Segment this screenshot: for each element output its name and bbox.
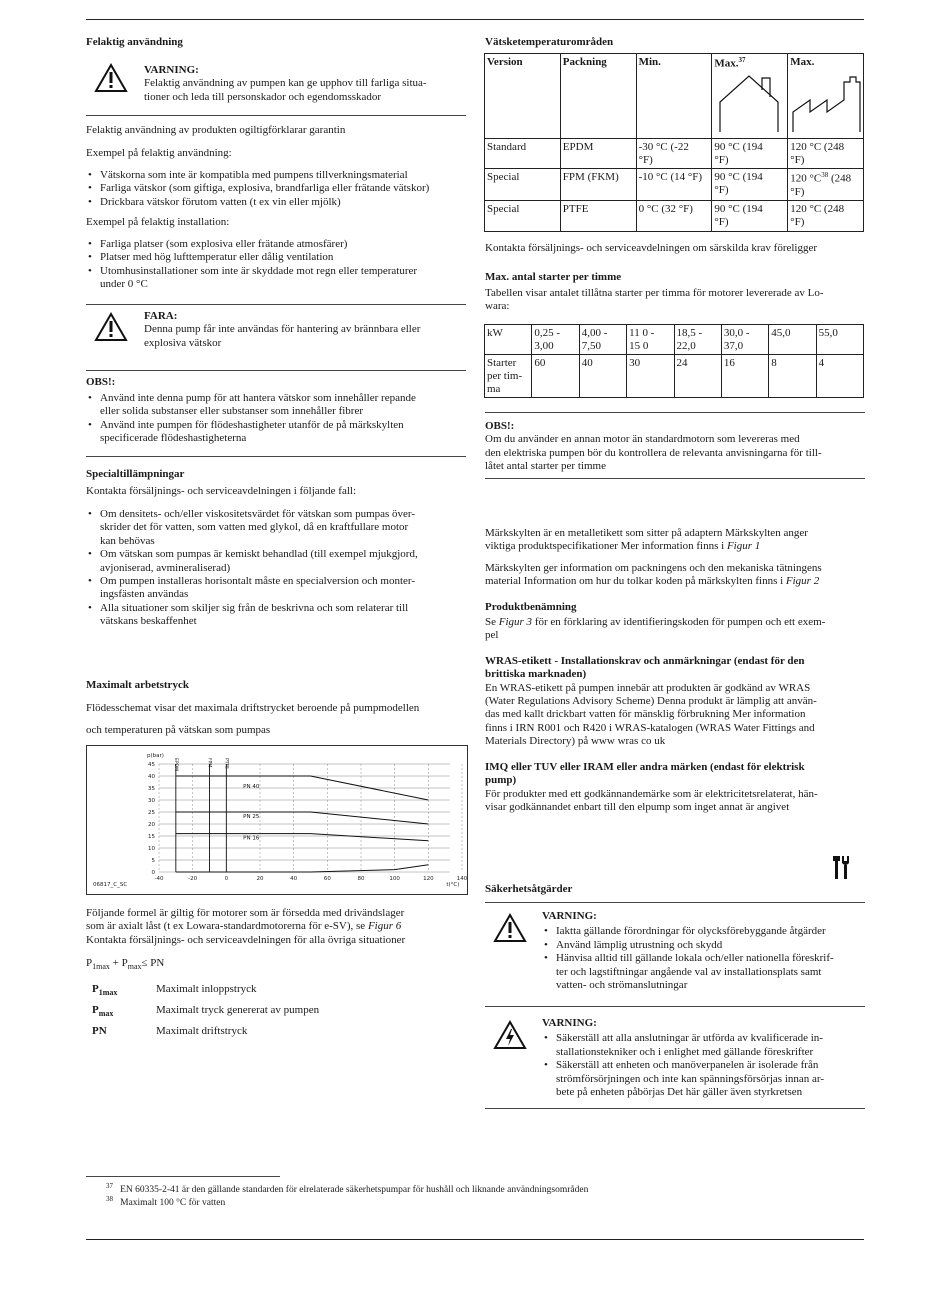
x-tick-label: 60 <box>323 876 331 882</box>
paragraph: Felaktig användning av produkten ogiltigförklarar garantin <box>86 124 346 136</box>
list-item: • Alla situationer som skiljer sig från de beskrivna och som relaterar till vätskans beskaffenhet <box>86 602 466 629</box>
left-column <box>86 36 466 736</box>
series-line <box>176 865 429 872</box>
table-row: Starter per tim- ma 60 40 30 24 16 8 4 <box>485 355 864 398</box>
y-tick-label: 35 <box>148 786 155 792</box>
x-tick-label: 40 <box>290 876 298 882</box>
list-item: • Om pumpen installeras horisontalt måste en specialversion och monter- ingsfästen användas <box>86 575 466 602</box>
warning-icon <box>493 913 527 943</box>
table-header: Packning <box>560 54 636 139</box>
list-item: • Utomhusinstallationer som inte är skyddade mot regn eller temperaturer under 0 °C <box>86 265 466 292</box>
x-tick-label: -20 <box>188 876 198 882</box>
obs-right: OBS!: Om du använder en annan motor än standardmotorn som levereras med den elektriska pumpen bör du kontrollera de relevanta anvisningarna för till- låtet antal starter per timme <box>485 420 865 474</box>
x-tick-label: 100 <box>389 876 400 882</box>
x-tick-label: 140 <box>456 876 467 882</box>
formula: $P_{1max} + P_{max}\le$ PN <box>86 957 165 972</box>
danger-icon <box>94 312 128 342</box>
figure-code: 06817_C_SC <box>93 882 128 888</box>
footnote: $^{38}$ Maximalt 100 °C för vatten <box>106 1195 226 1209</box>
list-item: • Vätskorna som inte är kompatibla med pumpens tillverkningsmaterial <box>86 169 466 182</box>
divider <box>485 412 865 413</box>
section-heading: Säkerhetsåtgärder <box>485 883 573 895</box>
y-axis-label: p(bar) <box>147 753 164 759</box>
list-item: • Farliga platser (som explosiva eller frätande atmosfärer) <box>86 238 466 251</box>
paragraph: Kontakta försäljnings- och serviceavdelningen för alla övriga situationer <box>86 933 406 946</box>
material-label: PTFE <box>223 758 229 769</box>
divider <box>485 1108 865 1109</box>
paragraph: som är axialt låst (t ex Lowara-standardmotorerna för e-SV), se Figur 6 <box>86 920 402 933</box>
list-item: • Använd inte denna pump för att hantera vätskor som innehåller repande eller solida substanser eller substanser som innehåller fibrer <box>86 392 466 419</box>
bottom-rule <box>86 1239 864 1240</box>
list-item: • Drickbara vätskor förutom vatten (t ex vin eller mjölk) <box>86 196 466 209</box>
divider <box>86 456 466 457</box>
y-tick-label: 20 <box>148 822 155 828</box>
table-header: Max. <box>788 54 864 139</box>
pressure-chart-svg <box>87 746 467 894</box>
x-tick-label: 80 <box>357 876 365 882</box>
obs-list <box>86 392 466 446</box>
section-heading: IMQ eller TUV eller IRAM eller andra märken (endast för elektrisk <box>485 760 805 773</box>
right-text-2: Märkskylten är en metalletikett som sitter på adaptern Märkskylten anger viktiga produktspecifikationer Mer information finns i Figur 1 Märkskylten ger information om packningens och den mekaniska tätningens material Information om hur du tolkar koden på märkskylten finns i Figur 2 Produktbenämning Se Figur 3 för en förklaring av identifieringskoden för pumpen och ett exem- pel WRAS-etikett - Installationskrav och anmärkningar (endast för den brittiska marknaden) En WRAS-etikett på pumpen innebär att produkten är godkänd av WRAS (Water Regulations Advisory Scheme) Denna produkt är lämplig att använ- das med kallt drickbart vatten för mänsklig förbrukning Mer information finns i IRN R001 och R420 i WRAS-katalogen (WRAS Water Fittings and Materials Directory) på www wras co uk IMQ eller TUV eller IRAM eller andra märken (endast för elektrisk pump) För produkter med ett godkännandemärke som är elektricitetsrelaterat, hän- visar godkännandet enbart till den elpump som inget annat är angivet <box>485 527 865 814</box>
legend-row: $P_{1max}$ Maximalt inloppstryck <box>92 983 257 998</box>
section-heading: Felaktig användning <box>86 36 183 48</box>
danger-text-2: explosiva vätskor <box>144 336 222 349</box>
table-row: Special FPM (FKM) -10 °C (14 °F) 90 °C (194 °F) 120 $^\circ C^{38}$ (248 °F) <box>485 169 864 201</box>
formula-section <box>86 907 466 972</box>
warning-text-1: Felaktig användning av pumpen kan ge upphov till farliga situa- <box>144 77 427 90</box>
warning-box: VARNING: • Iaktta gällande förordningar för olycksförebyggande åtgärder • Använd lämplig utrustning och skydd • Hänvisa alltid till gällande lokala och/eller nationella föreskrif- ter och lagstiftningar angående val av installationsplats samt vatten- och strömanslutningar <box>542 910 864 992</box>
right-column <box>485 36 865 49</box>
danger-title: FARA: <box>144 310 178 322</box>
bullet-list <box>86 238 466 292</box>
paragraph: Kontakta försäljnings- och serviceavdelningen om särskilda krav föreligger <box>485 242 818 254</box>
y-tick-label: 40 <box>148 774 155 780</box>
material-label: EPDM <box>172 758 178 771</box>
house-icon <box>716 72 782 134</box>
y-tick-label: 0 <box>151 870 155 876</box>
series-label: PN 40 <box>243 784 260 790</box>
warning-box <box>86 60 466 112</box>
factory-icon <box>790 72 862 134</box>
section-heading: Specialtillämpningar <box>86 468 185 480</box>
obs-title: OBS!: <box>485 420 515 432</box>
x-tick-label: 120 <box>423 876 434 882</box>
paragraph: Följande formel är giltig för motorer som är försedda med drivändslager <box>86 907 405 919</box>
x-tick-label: 0 <box>224 876 229 882</box>
paragraph: Exempel på felaktig installation: <box>86 216 230 228</box>
y-tick-label: 10 <box>148 846 155 852</box>
series-label: PN 16 <box>243 835 260 842</box>
footnote-rule <box>86 1176 280 1177</box>
table-row: Standard EPDM -30 °C (-22 °F) 90 °C (194 °F) 120 °C (248 °F) <box>485 139 864 169</box>
table-header: Min. <box>636 54 712 139</box>
divider <box>86 370 466 371</box>
divider <box>86 304 466 305</box>
list-item: • Platser med hög lufttemperatur eller dålig ventilation <box>86 251 466 264</box>
obs-title: OBS!: <box>86 376 116 388</box>
table-header: Max.$^{37}$ <box>712 54 788 139</box>
divider <box>86 115 466 116</box>
divider <box>485 478 865 479</box>
section-heading: Vätsketemperaturområden <box>485 36 614 48</box>
list-item: • Farliga vätskor (som giftiga, explosiva, brandfarliga eller frätande vätskor) <box>86 182 466 195</box>
list-item: • Använd inte pumpen för flödeshastigheter utanför de på märkskylten specificerade flödeshastigheterna <box>86 419 466 446</box>
divider <box>485 902 865 903</box>
danger-box <box>86 308 466 364</box>
paragraph: wara: <box>485 300 510 313</box>
y-tick-label: 30 <box>148 798 155 804</box>
tools-icon <box>833 855 851 881</box>
bullet-list <box>86 169 466 209</box>
legend-row: $P_{max}$ Maximalt tryck genererat av pumpen <box>92 1004 320 1019</box>
legend-row: PN Maximalt driftstryck <box>92 1025 248 1037</box>
series-line <box>176 834 429 841</box>
x-tick-label: 20 <box>256 876 264 882</box>
list-item: • Om densitets- och/eller viskositetsvärdet för vätskan som pumpas över- skrider det för vatten, som vatten med glykol, då en kraftfullare motor kan behövas <box>86 508 466 548</box>
paragraph: Flödesschemat visar det maximala driftstrycket beroende på pumpmodellen <box>86 702 420 714</box>
table-row: kW 0,25 - 3,00 4,00 - 7,50 11 0 - 15 0 18,5 - 22,0 30,0 - 37,0 45,0 55,0 <box>485 325 864 355</box>
warning-icon <box>94 63 128 93</box>
material-label: FPM <box>206 758 212 768</box>
divider <box>485 1006 865 1007</box>
section-heading: Produktbenämning <box>485 600 577 613</box>
right-text-1 <box>485 242 865 314</box>
section-heading: WRAS-etikett - Installationskrav och anmärkningar (endast för den <box>485 654 805 667</box>
y-tick-label: 5 <box>151 858 155 864</box>
paragraph: och temperaturen på vätskan som pumpas <box>86 724 271 736</box>
x-tick-label: -40 <box>154 876 164 882</box>
paragraph: Tabellen visar antalet tillåtna starter per timma för motorer levererade av Lo- <box>485 286 824 299</box>
electrical-warning-icon <box>493 1020 527 1050</box>
table-row: Special PTFE 0 °C (32 °F) 90 °C (194 °F) 120 °C (248 °F) <box>485 201 864 231</box>
table-row <box>485 54 864 139</box>
series-line <box>176 812 429 824</box>
bullet-list: • Säkerställ att alla anslutningar är utförda av kvalificerade in- stallationstekniker och i enlighet med gällande föreskrifter • Säkerställ att enheten och manöverpanelen är isolerade från strömförsörjningen och inte kan spänningsförsörjas innan ar- bete på enheten påbörjas Det här gäller även styrkretsen <box>542 1032 864 1099</box>
warning-text-2: tioner och leda till personskador och egendomsskador <box>144 90 382 103</box>
table-header: Version <box>485 54 561 139</box>
list-item: • Om vätskan som pumpas är kemiskt behandlad (till exempel mjukgjord, avjoniserad, avmineraliserad) <box>86 548 466 575</box>
paragraph: Exempel på felaktig användning: <box>86 147 232 159</box>
series-label: PN 25 <box>243 814 260 820</box>
starts-table <box>484 324 864 398</box>
x-axis-label: t(°C) <box>446 882 460 888</box>
warning-title: VARNING: <box>144 64 199 76</box>
y-tick-label: 15 <box>148 834 155 840</box>
bullet-list <box>86 508 466 629</box>
paragraph: Kontakta försäljnings- och serviceavdelningen i följande fall: <box>86 485 357 497</box>
top-rule <box>86 19 864 20</box>
y-tick-label: 45 <box>148 762 155 768</box>
warning-box: VARNING: • Säkerställ att alla anslutningar är utförda av kvalificerade in- stallationstekniker och i enlighet med gällande föreskrifter • Säkerställ att enheten och manöverpanelen är isolerade från strömförsörjningen och inte kan spänningsförsörjas innan ar- bete på enheten påbörjas Det här gäller även styrkretsen <box>542 1017 864 1099</box>
section-heading: Max. antal starter per timme <box>485 271 622 284</box>
danger-text-1: Denna pump får inte användas för hantering av brännbara eller <box>144 323 421 336</box>
y-tick-label: 25 <box>148 810 155 816</box>
bullet-list: • Iaktta gällande förordningar för olycksförebyggande åtgärder • Använd lämplig utrustning och skydd • Hänvisa alltid till gällande lokala och/eller nationella föreskrif- ter och lagstiftningar angående val av installationsplats samt vatten- och strömanslutningar <box>542 925 864 992</box>
temperature-table <box>484 53 864 232</box>
pressure-chart <box>86 745 468 895</box>
section-heading: Maximalt arbetstryck <box>86 679 189 691</box>
footnote: $^{37}$ EN 60335-2-41 är den gällande standarden för elrelaterade säkerhetspumpar för hushåll och liknande användningsområden <box>106 1182 589 1196</box>
